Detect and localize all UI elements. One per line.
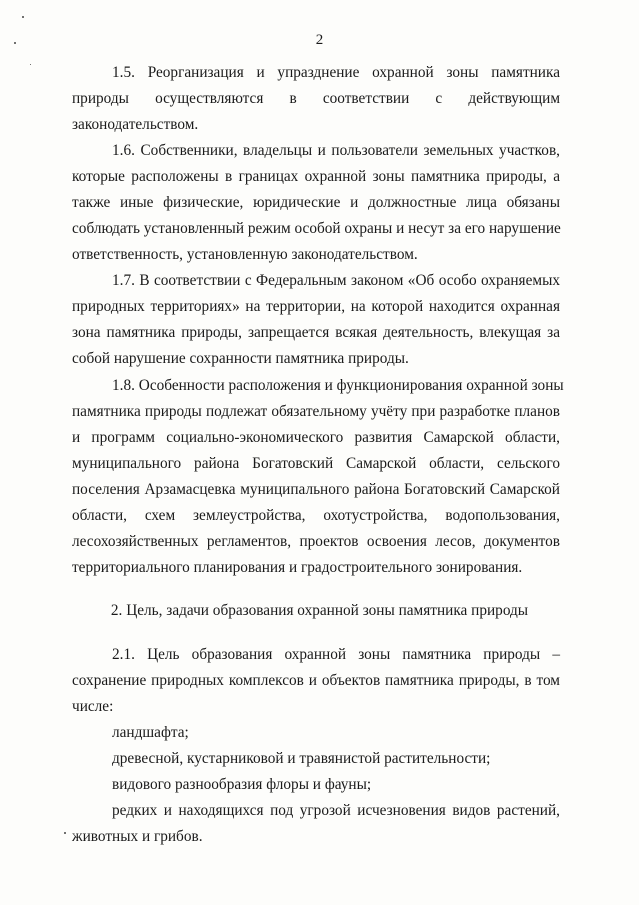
paragraph-1-8-line-7: лесохозяйственных регламентов, проектов освоения лесов, документов xyxy=(72,533,560,550)
paragraph-1-6-line-2: которые расположены в границах охранной зоны памятника природы, а xyxy=(72,168,560,185)
paragraph-rare-species-line-2: животных и грибов. xyxy=(72,828,203,845)
paragraph-rare-species-line-1: редких и находящихся под угрозой исчезновения видов растений, xyxy=(112,802,560,819)
paragraph-2-1-line-1: 2.1. Цель образования охранной зоны памятника природы – xyxy=(112,646,560,663)
scan-speck xyxy=(22,16,24,18)
paragraph-1-8-line-1: 1.8. Особенности расположения и функционирования охранной зоны xyxy=(112,377,564,394)
paragraph-1-5-line-2: природы осуществляются в соответствии с действующим xyxy=(72,90,560,107)
list-item: ландшафта; xyxy=(112,724,189,741)
paragraph-1-8-line-4: муниципального района Богатовский Самарской области, сельского xyxy=(72,455,560,472)
paragraph-1-8-line-5: поселения Арзамасцевка муниципального района Богатовский Самарской xyxy=(72,481,560,498)
paragraph-1-8-line-8: территориального планирования и градостроительного зонирования. xyxy=(72,559,523,576)
paragraph-1-8-line-2: памятника природы подлежат обязательному учёту при разработке планов xyxy=(72,403,560,420)
paragraph-1-7-line-4: собой нарушение сохранности памятника природы. xyxy=(72,350,409,367)
paragraph-2-1-line-3: числе: xyxy=(72,698,114,715)
paragraph-1-5-line-3: законодательством. xyxy=(72,116,199,133)
paragraph-1-6-line-5: ответственность, установленную законодательством. xyxy=(72,246,418,263)
page-number: 2 xyxy=(315,32,324,48)
paragraph-1-7-line-1: 1.7. В соответствии с Федеральным законом «Об особо охраняемых xyxy=(112,272,560,289)
section-2-heading: 2. Цель, задачи образования охранной зоны памятника природы xyxy=(110,602,529,619)
paragraph-1-6-line-1: 1.6. Собственники, владельцы и пользователи земельных участков, xyxy=(112,142,560,159)
scan-speck xyxy=(14,42,16,44)
list-item: древесной, кустарниковой и травянистой растительности; xyxy=(112,750,491,767)
scan-speck xyxy=(30,64,31,65)
scan-speck xyxy=(64,832,66,834)
paragraph-1-5-line-1: 1.5. Реорганизация и упразднение охранной зоны памятника xyxy=(112,64,560,81)
paragraph-1-8-line-3: и программ социально-экономического развития Самарской области, xyxy=(72,429,560,446)
paragraph-1-6-line-4: соблюдать установленный режим особой охраны и несут за его нарушение xyxy=(72,220,561,237)
paragraph-2-1-line-2: сохранение природных комплексов и объектов памятника природы, в том xyxy=(72,672,560,689)
paragraph-1-7-line-2: природных территориях» на территории, на которой находится охранная xyxy=(72,298,560,315)
list-item: видового разнообразия флоры и фауны; xyxy=(112,776,372,793)
paragraph-1-6-line-3: также иные физические, юридические и должностные лица обязаны xyxy=(72,194,560,211)
paragraph-1-7-line-3: зона памятника природы, запрещается всякая деятельность, влекущая за xyxy=(72,324,560,341)
paragraph-1-8-line-6: области, схем землеустройства, охотустройства, водопользования, xyxy=(72,507,560,524)
